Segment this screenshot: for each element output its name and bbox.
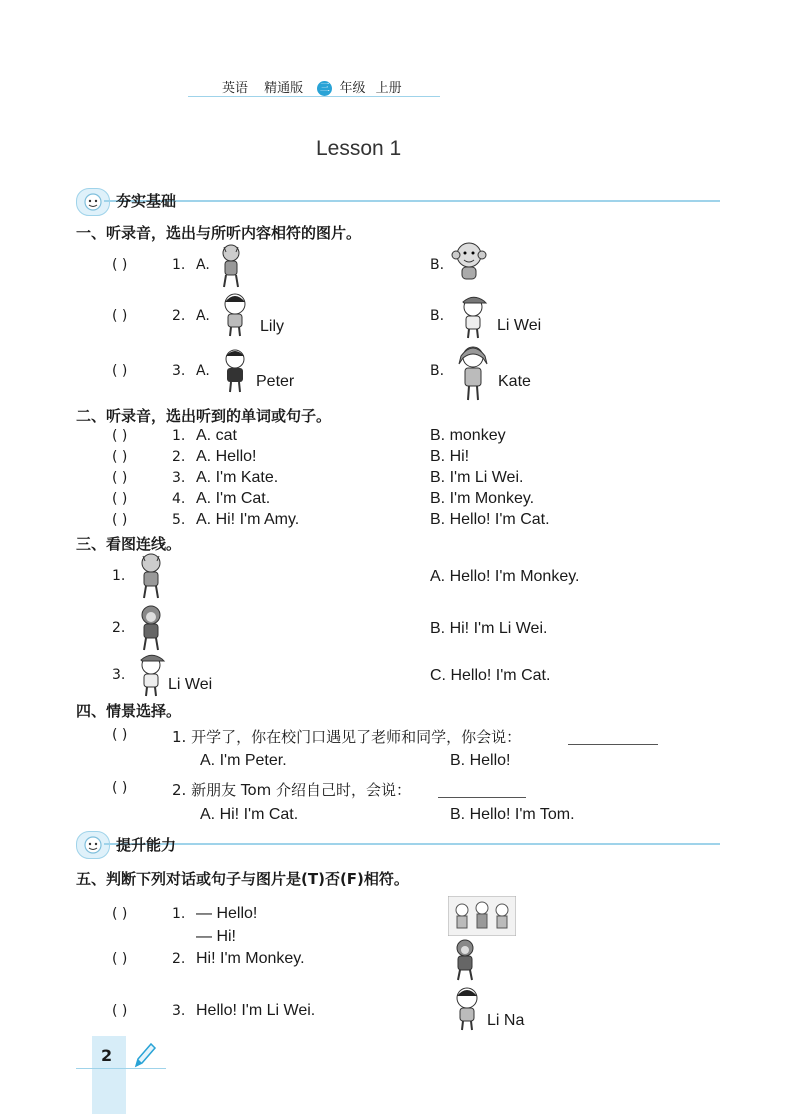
header-grade: 年级 [339, 81, 366, 96]
lesson-title: Lesson 1 [316, 137, 402, 160]
option-b: B. Hello! [450, 752, 511, 769]
picture-label: Li Na [487, 1012, 525, 1029]
option-b: B. I'm Li Wei. [430, 469, 524, 486]
match-left-1[interactable]: 1. [112, 568, 126, 584]
section-1-title: 一、听录音，选出与所听内容相符的图片。 [76, 224, 362, 242]
question-number: 1. [172, 906, 186, 922]
boy-figure [218, 348, 252, 394]
statement: Hi! I'm Monkey. [196, 950, 305, 967]
monkey-figure [450, 938, 480, 982]
grade-circle: 三 [317, 81, 332, 96]
option-a: A. Hi! I'm Amy. [196, 511, 300, 528]
question-number: 3. [172, 1003, 186, 1019]
cartoon-badge-icon [76, 831, 110, 859]
answer-bracket[interactable]: ( ) [112, 727, 128, 743]
answer-bracket[interactable]: ( ) [112, 906, 128, 922]
option-b: B. [430, 363, 445, 379]
girl-figure [455, 344, 491, 402]
option-b: B. [430, 308, 445, 324]
header-volume: 上册 [375, 81, 402, 96]
girl-figure [450, 986, 484, 1032]
picture-label: Kate [498, 373, 531, 390]
option-b: B. I'm Monkey. [430, 490, 535, 507]
question-number: 5. [172, 512, 186, 528]
section-3-title: 三、看图连线。 [76, 535, 182, 553]
header-subject: 英语 [222, 81, 249, 96]
question-number: 1. [172, 428, 186, 444]
match-left-3[interactable]: 3. [112, 667, 126, 683]
option-a: A. [196, 257, 210, 273]
section-banner-basic [76, 188, 720, 214]
monkey-figure [134, 604, 168, 652]
section-banner-advanced [76, 831, 720, 857]
answer-line[interactable] [438, 796, 526, 798]
picture-label: Li Wei [168, 676, 213, 693]
pencil-icon [132, 1040, 158, 1070]
boy-figure [456, 294, 490, 340]
match-right-c[interactable]: C. Hello! I'm Cat. [430, 667, 551, 684]
section-4-title: 四、情景选择。 [76, 702, 182, 720]
picture-label: Lily [260, 318, 285, 335]
answer-bracket[interactable]: ( ) [112, 491, 128, 507]
banner-title: 夯实基础 [116, 192, 177, 210]
dialogue-line: — Hello! [196, 905, 258, 922]
answer-bracket[interactable]: ( ) [112, 470, 128, 486]
monkey-figure [450, 240, 488, 286]
cartoon-badge-icon [76, 188, 110, 216]
option-a: A. cat [196, 427, 237, 444]
girl-figure [218, 292, 252, 338]
option-b: B. Hi! [430, 448, 470, 465]
question-text: 2. 新朋友 Tom 介绍自己时，会说： [172, 781, 412, 799]
option-b: B. monkey [430, 427, 506, 444]
option-b: B. [430, 257, 445, 273]
question-number: 2. [172, 308, 186, 324]
running-header [222, 77, 402, 96]
option-b: B. Hello! I'm Tom. [450, 806, 575, 823]
picture-label: Peter [256, 373, 295, 390]
question-number: 4. [172, 491, 186, 507]
answer-bracket[interactable]: ( ) [112, 512, 128, 528]
question-text: 1. 开学了，你在校门口遇见了老师和同学，你会说： [172, 728, 522, 746]
option-a: A. [196, 308, 210, 324]
header-rule [188, 96, 440, 97]
question-number: 3. [172, 470, 186, 486]
answer-bracket[interactable]: ( ) [112, 428, 128, 444]
answer-bracket[interactable]: ( ) [112, 951, 128, 967]
answer-bracket[interactable]: ( ) [112, 363, 128, 379]
question-number: 3. [172, 363, 186, 379]
match-right-b[interactable]: B. Hi! I'm Li Wei. [430, 620, 548, 637]
option-a: A. I'm Kate. [196, 469, 279, 486]
question-number: 2. [172, 449, 186, 465]
picture-label: Li Wei [497, 317, 542, 334]
option-a: A. I'm Cat. [196, 490, 271, 507]
dialogue-line: — Hi! [196, 928, 236, 945]
match-right-a[interactable]: A. Hello! I'm Monkey. [430, 568, 580, 585]
question-number: 1. [172, 257, 186, 273]
section-5-title: 五、判断下列对话或句子与图片是(T)否(F)相符。 [76, 870, 409, 888]
answer-bracket[interactable]: ( ) [112, 308, 128, 324]
option-a: A. I'm Peter. [200, 752, 287, 769]
question-number: 2. [172, 951, 186, 967]
answer-bracket[interactable]: ( ) [112, 780, 128, 796]
answer-bracket[interactable]: ( ) [112, 257, 128, 273]
boy-figure [134, 652, 168, 698]
answer-line[interactable] [568, 743, 658, 745]
greeting-scene-picture [448, 896, 516, 936]
answer-bracket[interactable]: ( ) [112, 449, 128, 465]
option-a: A. Hi! I'm Cat. [200, 806, 299, 823]
option-b: B. Hello! I'm Cat. [430, 511, 550, 528]
banner-title: 提升能力 [116, 836, 177, 854]
header-edition: 精通版 [264, 81, 304, 96]
page-number: 2 [101, 1046, 113, 1065]
cat-figure [134, 552, 168, 600]
cat-figure [216, 243, 246, 289]
section-2-title: 二、听录音，选出听到的单词或句子。 [76, 407, 332, 425]
statement: Hello! I'm Li Wei. [196, 1002, 316, 1019]
option-a: A. Hello! [196, 448, 257, 465]
option-a: A. [196, 363, 210, 379]
answer-bracket[interactable]: ( ) [112, 1003, 128, 1019]
match-left-2[interactable]: 2. [112, 620, 126, 636]
